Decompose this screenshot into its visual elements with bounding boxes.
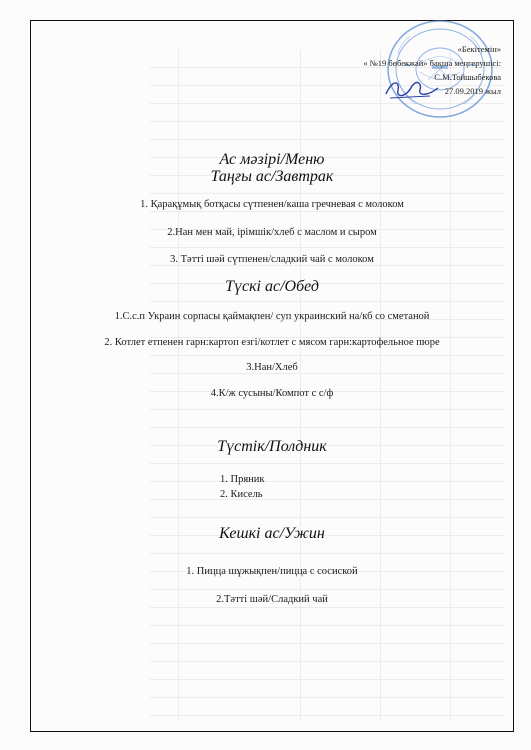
lunch-item-1: 1.С.с.п Украин сорпасы қаймақпен/ суп украинский на/кб со сметаной — [114, 311, 430, 322]
approval-head-line: « №19 бөбекжай» бақша меңгерушісі: — [363, 58, 501, 68]
snack-heading: Түстік/Полдник — [217, 438, 327, 455]
breakfast-item-1: 1. Қарақұмық ботқасы сүтпенен/каша гречневая с молоком — [140, 199, 404, 210]
lunch-item-3: 3.Нан/Хлеб — [246, 362, 298, 373]
dinner-item-2: 2.Тәтті шәй/Сладкий чай — [216, 594, 328, 605]
dinner-heading: Кешкі ас/Ужин — [219, 525, 325, 542]
approval-title: «Бекітемін» — [457, 44, 501, 54]
lunch-item-4: 4.К/ж сусыны/Компот с с/ф — [210, 388, 334, 399]
snack-item-1: 1. Пряник — [220, 474, 265, 485]
menu-title: Ас мәзірі/Меню — [219, 151, 325, 168]
lunch-heading: Түскі ас/Обед — [225, 278, 319, 295]
approval-date: 27.09.2019 жыл — [444, 86, 501, 96]
dinner-item-1: 1. Пицца шұжықпен/пицца с сосиской — [186, 566, 358, 577]
lunch-item-2: 2. Котлет етпенен гарн:картоп езгі/котлет с мясом гарн:картофельное пюре — [104, 337, 440, 348]
snack-item-2: 2. Кисель — [220, 489, 263, 500]
breakfast-heading: Таңғы ас/Завтрак — [210, 168, 334, 185]
approval-name: С.М.Тойшыбекова — [434, 72, 501, 82]
breakfast-item-3: 3. Тәтті шәй сүтпенен/сладкий чай с молоком — [170, 254, 374, 265]
approval-block — [311, 42, 501, 98]
breakfast-item-2: 2.Нан мен май, ірімшік/хлеб с маслом и сыром — [167, 227, 377, 238]
